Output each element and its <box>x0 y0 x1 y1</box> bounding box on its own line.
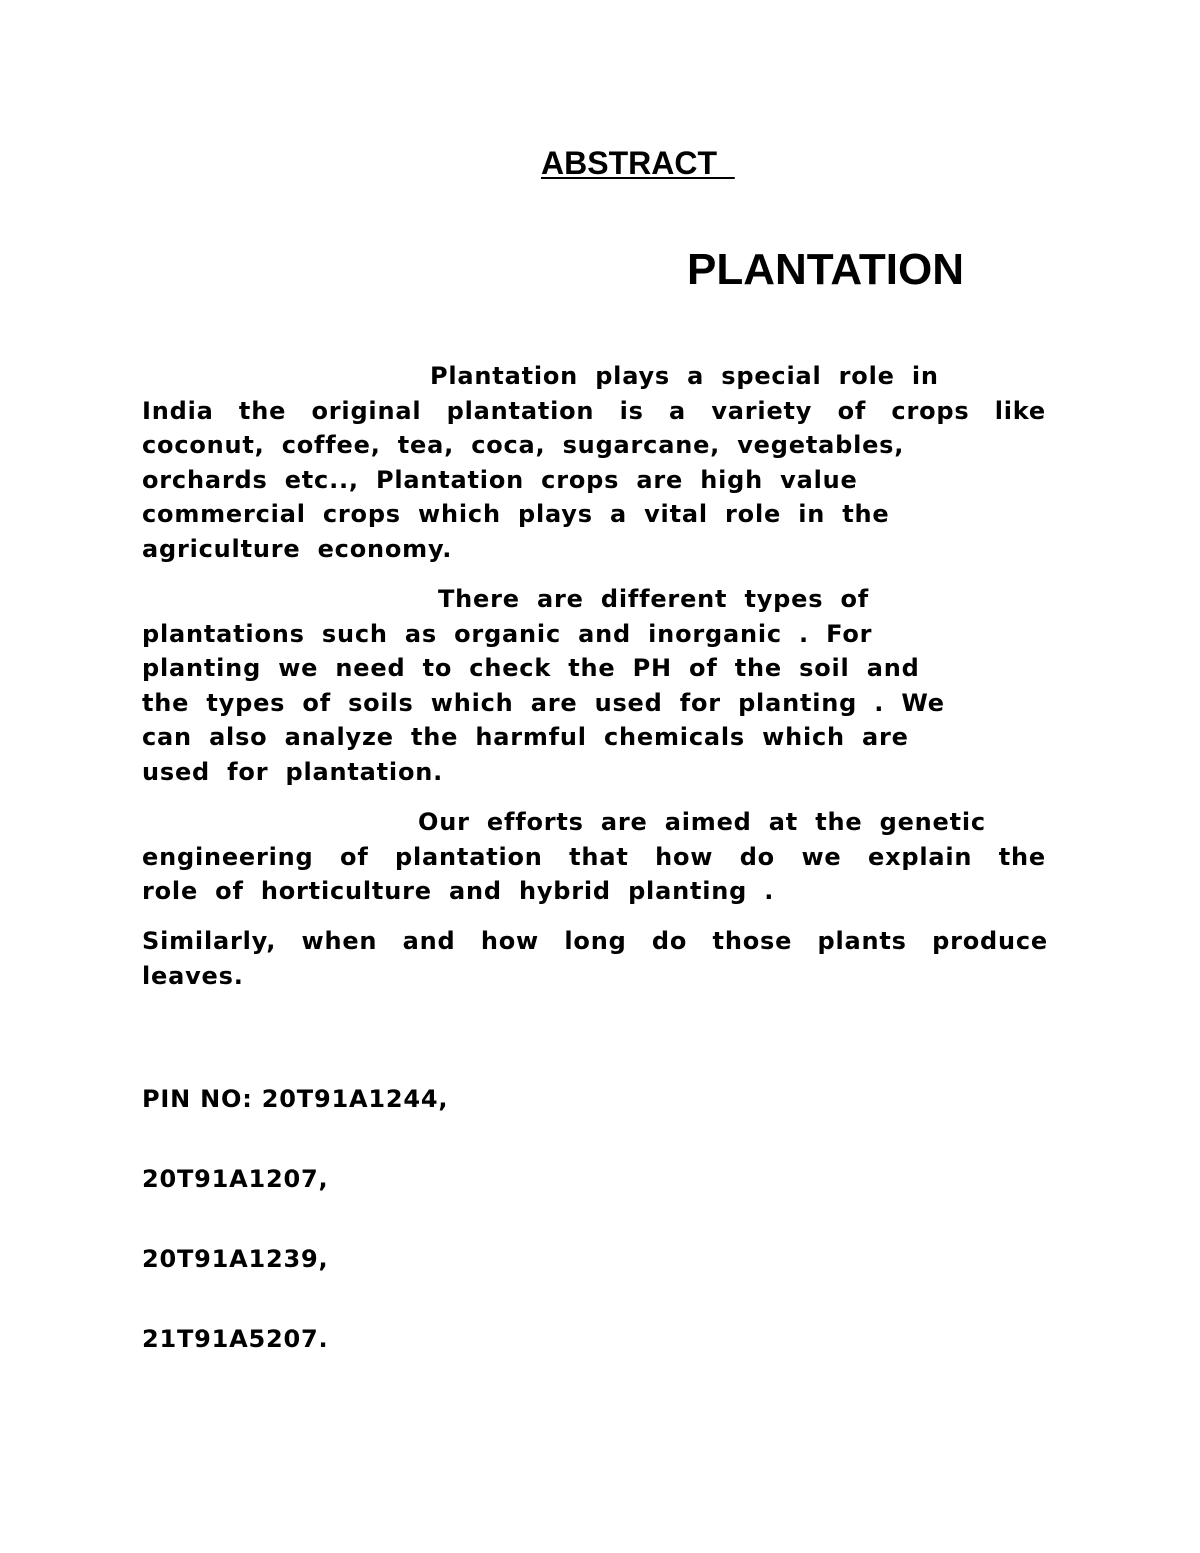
paragraph-line: role of horticulture and hybrid planting . <box>142 877 775 905</box>
paragraph-line: plantations such as organic and inorganic . For <box>142 619 873 648</box>
pin-number: 20T91A1239, <box>142 1245 329 1273</box>
paragraph-1 <box>142 359 1072 566</box>
paragraph-line: India the original plantation is a variety of crops like <box>142 396 1046 425</box>
paragraph-line: agriculture economy. <box>142 534 453 563</box>
paragraph-line: planting we need to check the PH of the soil and <box>142 654 920 682</box>
paragraph-2 <box>142 582 1072 789</box>
pin-number: PIN NO: 20T91A1244, <box>142 1085 449 1113</box>
abstract-heading: ABSTRACT <box>541 145 735 181</box>
paragraph-line: leaves. <box>142 961 244 990</box>
pin-number: 20T91A1207, <box>142 1165 329 1193</box>
paragraph-line: There are different types of <box>438 585 870 613</box>
paragraph-line: can also analyze the harmful chemicals which are <box>142 723 909 751</box>
paragraph-line: commercial crops which plays a vital role in the <box>142 500 890 528</box>
paragraph-line: orchards etc.., Plantation crops are high value <box>142 465 858 494</box>
paragraph-line: Our efforts are aimed at the genetic <box>418 808 986 836</box>
pin-number: 21T91A5207. <box>142 1325 329 1353</box>
paragraph-line: the types of soils which are used for planting . We <box>142 688 945 717</box>
paragraph-line: Plantation plays a special role in <box>430 362 939 390</box>
paragraph-4 <box>142 924 1072 993</box>
paragraph-3 <box>142 805 1072 909</box>
paragraph-line: used for plantation. <box>142 757 444 786</box>
document-title: PLANTATION <box>687 245 964 294</box>
paragraph-line: engineering of plantation that how do we explain the <box>142 842 1046 871</box>
paragraph-line: Similarly, when and how long do those plants produce <box>142 927 1048 955</box>
paragraph-line: coconut, coffee, tea, coca, sugarcane, vegetables, <box>142 431 905 459</box>
